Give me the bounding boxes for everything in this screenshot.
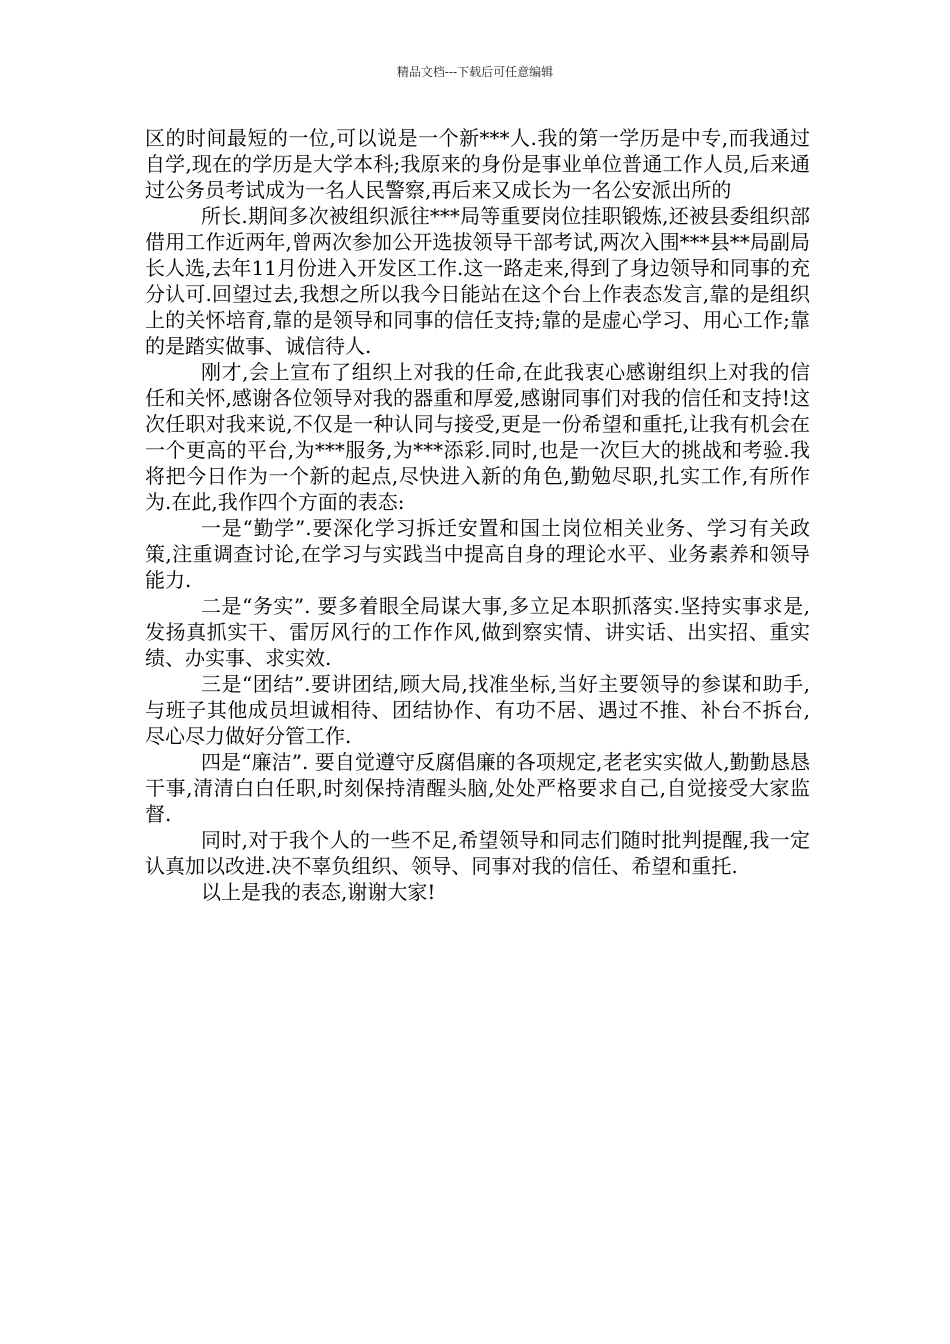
paragraph-4: 一是“勤学”.要深化学习拆迁安置和国土岗位相关业务、学习有关政策,注重调查讨论,在学习与实践当中提高自身的理论水平、业务素养和领导能力. — [145, 516, 810, 592]
paragraph-3: 刚才,会上宣布了组织上对我的任命,在此我衷心感谢组织上对我的信任和关怀,感谢各位领导对我的器重和厚爱,感谢同事们对我的信任和支持!这次任职对我来说,不仅是一种认同与接受,更是一份希望和重托,让我有机会在一个更高的平台,为***服务,为***添彩.同时,也是一次巨大的挑战和考验.我将把今日作为一个新的起点,尽快进入新的角色,勤勉尽职,扎实工作,有所作为.在此,我作四个方面的表态: — [145, 360, 810, 514]
document-body — [145, 125, 810, 905]
paragraph-7: 四是“廉洁”. 要自觉遵守反腐倡廉的各项规定,老老实实做人,勤勤恳恳干事,清清白白任职,时刻保持清醒头脑,处处严格要求自己,自觉接受大家监督. — [145, 750, 810, 826]
paragraph-9: 以上是我的表态,谢谢大家! — [201, 880, 436, 904]
paragraph-2: 所长.期间多次被组织派往***局等重要岗位挂职锻炼,还被县委组织部借用工作近两年,曾两次参加公开选拔领导干部考试,两次入围***县**局副局长人选,去年11月份进入开发区工作.这一路走来,得到了身边领导和同事的充分认可.回望过去,我想之所以我今日能站在这个台上作表态发言,靠的是组织上的关怀培育,靠的是领导和同事的信任支持;靠的是虚心学习、用心工作;靠的是踏实做事、诚信待人. — [145, 204, 810, 358]
paragraph-1: 区的时间最短的一位,可以说是一个新***人.我的第一学历是中专,而我通过自学,现在的学历是大学本科;我原来的身份是事业单位普通工作人员,后来通过公务员考试成为一名人民警察,再后来又成长为一名公安派出所的 — [145, 126, 810, 202]
paragraph-5: 二是“务实”. 要多着眼全局谋大事,多立足本职抓落实.坚持实事求是,发扬真抓实干、雷厉风行的工作作风,做到察实情、讲实话、出实招、重实绩、办实事、求实效. — [145, 594, 810, 670]
paragraph-8: 同时,对于我个人的一些不足,希望领导和同志们随时批判提醒,我一定认真加以改进.决不辜负组织、领导、同事对我的信任、希望和重托. — [145, 828, 810, 878]
page-header: 精品文档---下载后可任意编辑 — [396, 65, 554, 79]
paragraph-6: 三是“团结”.要讲团结,顾大局,找准坐标,当好主要领导的参谋和助手,与班子其他成员坦诚相待、团结协作、有功不居、遇过不推、补台不拆台,尽心尽力做好分管工作. — [145, 672, 810, 748]
